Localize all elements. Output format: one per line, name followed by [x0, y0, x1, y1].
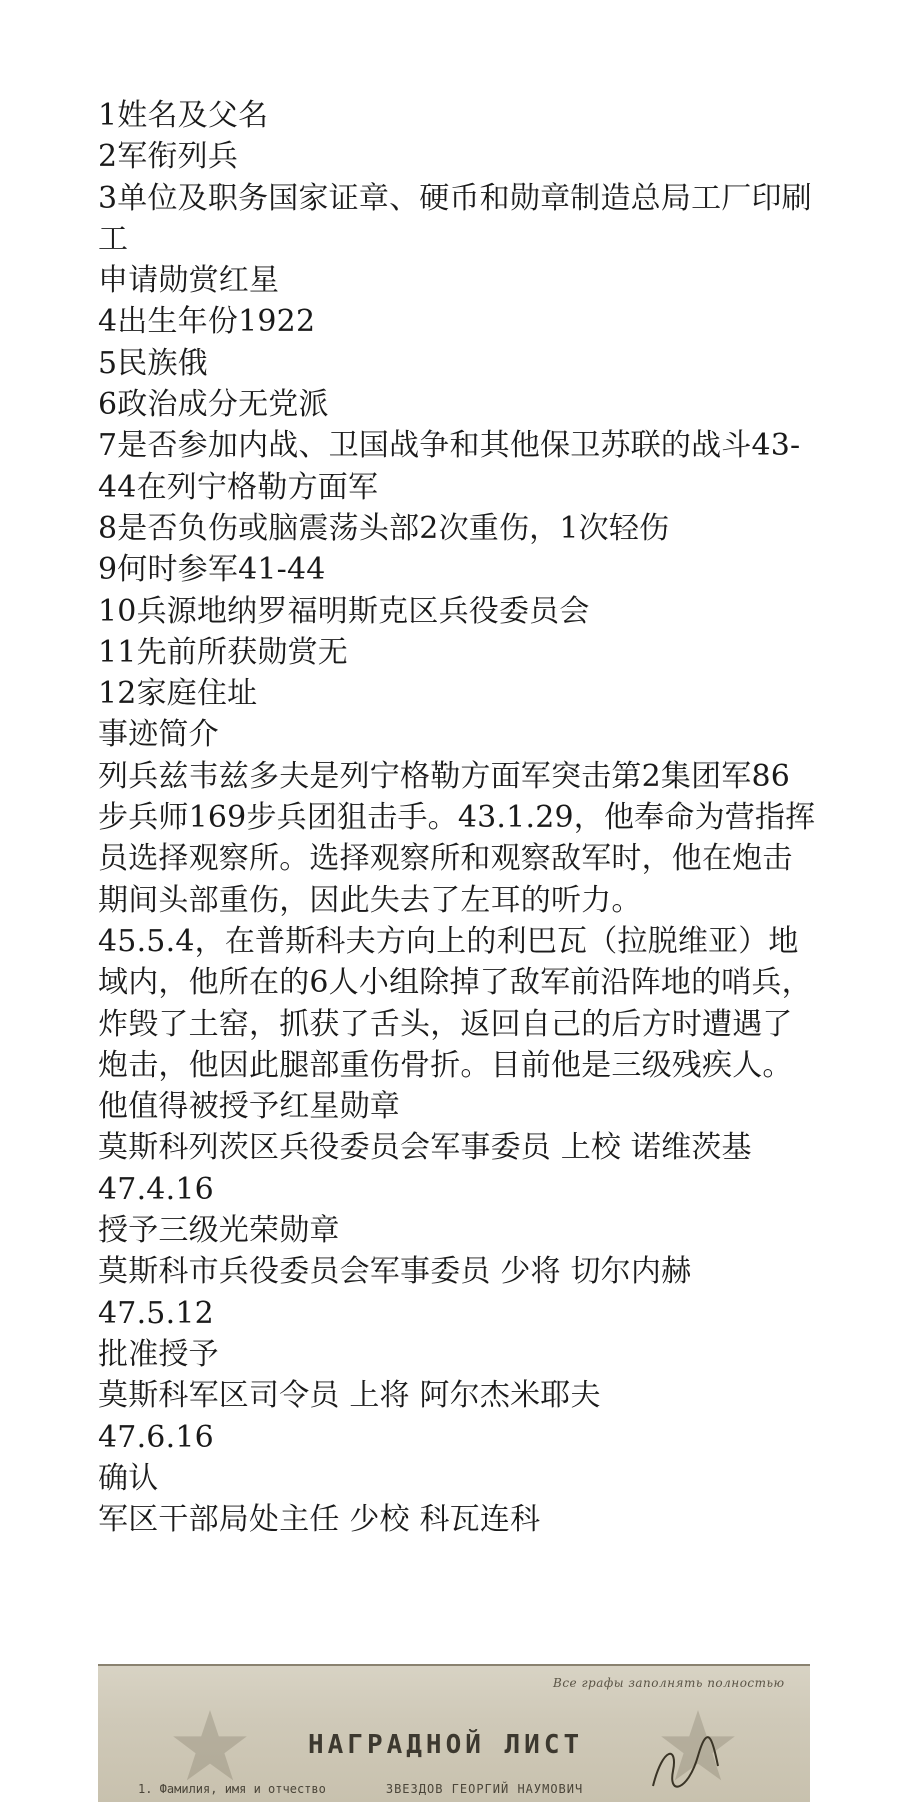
archive-field-line	[138, 1782, 583, 1796]
summary-paragraph-2: 45.5.4，在普斯科夫方向上的利巴瓦（拉脱维亚）地域内，他所在的6人小组除掉了敌军前沿阵地的哨兵，炸毁了土窑，抓获了舌头，返回自己的后方时遭遇了炮击，他因此腿部重伤骨折。目前他是三级残疾人。	[98, 923, 812, 1083]
signatory-1: 莫斯科列茨区兵役委员会军事委员 上校 诺维茨基	[98, 1130, 752, 1166]
decision-1: 授予三级光荣勋章	[98, 1213, 340, 1249]
date-2: 47.5.12	[98, 1295, 214, 1331]
field-10-draft-office: 10兵源地纳罗福明斯克区兵役委员会	[98, 593, 590, 629]
field-9-service: 9何时参军41-44	[98, 552, 326, 588]
field-7-combat: 7是否参加内战、卫国战争和其他保卫苏联的战斗43-44在列宁格勒方面军	[98, 428, 801, 505]
field-11-prior-awards: 11先前所获勋赏无	[98, 634, 348, 670]
field-3-unit: 3单位及职务国家证章、硬币和勋章制造总局工厂印刷工	[98, 180, 812, 257]
field-6-party: 6政治成分无党派	[98, 387, 329, 423]
date-1: 47.4.16	[98, 1171, 214, 1207]
signatory-2: 莫斯科市兵役委员会军事委员 少将 切尔内赫	[98, 1254, 692, 1290]
signatory-4: 军区干部局处主任 少校 科瓦连科	[98, 1502, 541, 1538]
archive-field-value: ЗВЕЗДОВ ГЕОРГИЙ НАУМОВИЧ	[385, 1782, 584, 1796]
award-request: 申请勋赏红星	[98, 263, 280, 299]
field-12-address: 12家庭住址	[98, 676, 258, 712]
summary-heading: 事迹简介	[98, 717, 219, 753]
signatory-3: 莫斯科军区司令员 上将 阿尔杰米耶夫	[98, 1378, 601, 1414]
field-5-nationality: 5民族俄	[98, 345, 208, 381]
archive-note: Все графы заполнять полностью	[553, 1676, 785, 1690]
field-4-birth-year: 4出生年份1922	[98, 304, 316, 340]
archive-field-label: 1. Фамилия, имя и отчество	[138, 1782, 326, 1796]
award-translation-text	[98, 95, 818, 1540]
field-2-rank: 2军衔列兵	[98, 139, 239, 175]
field-1-name: 1姓名及父名	[98, 98, 269, 133]
star-icon	[170, 1706, 250, 1786]
field-8-wounds: 8是否负伤或脑震荡头部2次重伤，1次轻伤	[98, 510, 670, 546]
summary-paragraph-1: 列兵兹韦兹多夫是列宁格勒方面军突击第2集团军86步兵师169步兵团狙击手。43.1.29，他奉命为营指挥员选择观察所。选择观察所和观察敌军时，他在炮击期间头部重伤，因此失去了左耳的听力。	[98, 758, 816, 918]
decision-3: 确认	[98, 1460, 159, 1496]
archive-document-photo	[98, 1664, 810, 1802]
archive-title: НАГРАДНОЙ ЛИСТ	[308, 1730, 584, 1760]
signature-mark	[643, 1736, 723, 1796]
decision-2: 批准授予	[98, 1336, 219, 1372]
date-3: 47.6.16	[98, 1419, 214, 1455]
recommendation: 他值得被授予红星勋章	[98, 1089, 400, 1125]
